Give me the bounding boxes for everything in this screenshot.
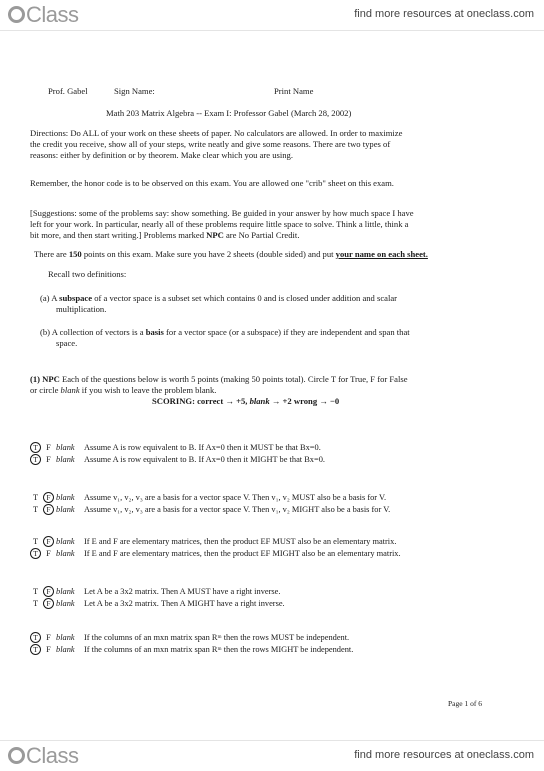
definition-basis: (b) A collection of vectors is a basis for a vector space (or a subspace) if they are independent and span that [40,327,410,337]
tf-statement: If the columns of an mxn matrix span Rᵐ then the rows MUST be independent. [84,633,350,642]
honor-code: Remember, the honor code is to be observed on this exam. You are allowed one "crib" sheet on this exam. [30,178,394,188]
false-choice[interactable]: F [46,633,51,642]
print-name-label: Print Name [274,86,314,96]
exam-document [0,30,544,740]
tf-statement: If E and F are elementary matrices, then the product EF MUST also be an elementary matrix. [84,537,397,546]
definition-subspace-cont: multiplication. [56,304,107,314]
false-choice-circled[interactable]: F [43,492,54,503]
tf-item-9 [30,632,350,643]
false-choice[interactable]: F [46,455,51,464]
directions-line-3: reasons: either by definition or by theorem. Make clear which you are using. [30,150,293,160]
suggestions-line-1: [Suggestions: some of the problems say: show something. Be guided in your answer by how much space I have [30,208,414,218]
blank-choice[interactable]: blank [56,587,75,596]
false-choice-circled[interactable]: F [43,504,54,515]
blank-choice[interactable]: blank [56,455,75,464]
tf-item-8 [30,598,285,609]
recall-heading: Recall two definitions: [48,269,127,279]
logo-ring-icon [8,747,25,764]
blank-choice[interactable]: blank [56,633,75,642]
tf-item-6 [30,548,401,559]
tf-item-5 [30,536,397,547]
tf-item-10 [30,644,354,655]
tf-statement: Assume A is row equivalent to B. If Ax=0 then it MUST be that Bx=0. [84,443,321,452]
definition-subspace: (a) A subspace of a vector space is a subset set which contains 0 and is closed under addition and scalar [40,293,398,303]
tf-statement: If E and F are elementary matrices, then the product EF MIGHT also be an elementary matrix. [84,549,401,558]
true-choice[interactable]: T [32,505,39,514]
problem-1-instructions: (1) NPC Each of the questions below is worth 5 points (making 50 points total). Circle T for True, F for False [30,374,408,384]
oneclass-logo-footer[interactable]: Class [8,743,79,769]
directions-line-2: the credit you receive, show all of your steps, write neatly and give some reasons. There are two types of [30,139,391,149]
problem-1-instructions-cont: or circle blank if you wish to leave the problem blank. [30,385,217,395]
true-choice-circled[interactable]: T [30,644,41,655]
bottom-banner [0,740,544,771]
blank-choice[interactable]: blank [56,599,75,608]
blank-choice[interactable]: blank [56,505,75,514]
sign-name-label: Sign Name: [114,86,155,96]
true-choice-circled[interactable]: T [30,454,41,465]
promo-link-footer[interactable]: find more resources at oneclass.com [354,749,534,761]
blank-choice[interactable]: blank [56,645,75,654]
points-note: There are 150 points on this exam. Make sure you have 2 sheets (double sided) and put your name on each sheet. [34,249,428,259]
false-choice[interactable]: F [46,645,51,654]
blank-choice[interactable]: blank [56,443,75,452]
true-choice[interactable]: T [32,493,39,502]
oneclass-logo[interactable]: Class [8,2,79,28]
tf-statement: Assume v₁, v₂, v₃ are a basis for a vector space V. Then v₁, v₂ MIGHT also be a basis for V. [84,505,391,514]
false-choice-circled[interactable]: F [43,536,54,547]
blank-choice[interactable]: blank [56,537,75,546]
tf-statement: Let A be a 3x2 matrix. Then A MUST have a right inverse. [84,587,281,596]
true-choice[interactable]: T [32,587,39,596]
definition-basis-cont: space. [56,338,78,348]
false-choice[interactable]: F [46,549,51,558]
promo-link[interactable]: find more resources at oneclass.com [354,8,534,20]
blank-choice[interactable]: blank [56,493,75,502]
tf-statement: Assume A is row equivalent to B. If Ax=0 then it MIGHT be that Bx=0. [84,455,325,464]
top-banner [0,0,544,31]
tf-item-3 [30,492,387,503]
false-choice-circled[interactable]: F [43,586,54,597]
true-choice[interactable]: T [32,599,39,608]
tf-item-2 [30,454,325,465]
page-number: Page 1 of 6 [448,699,482,708]
tf-statement: If the columns of an mxn matrix span Rᵐ then the rows MIGHT be independent. [84,645,354,654]
exam-title: Math 203 Matrix Algebra -- Exam I: Professor Gabel (March 28, 2002) [106,108,352,118]
tf-item-4 [30,504,391,515]
tf-statement: Let A be a 3x2 matrix. Then A MIGHT have a right inverse. [84,599,285,608]
scoring-rule: SCORING: correct → +5, blank → +2 wrong → −0 [152,396,340,406]
true-choice-circled[interactable]: T [30,548,41,559]
true-choice[interactable]: T [32,537,39,546]
false-choice-circled[interactable]: F [43,598,54,609]
logo-ring-icon [8,6,25,23]
directions-line-1: Directions: Do ALL of your work on these sheets of paper. No calculators are allowed. In order to maximize [30,128,403,138]
blank-choice[interactable]: blank [56,549,75,558]
professor-name: Prof. Gabel [48,86,88,96]
true-choice-circled[interactable]: T [30,632,41,643]
tf-item-1 [30,442,321,453]
tf-statement: Assume v₁, v₂, v₃ are a basis for a vector space V. Then v₁, v₂ MUST also be a basis for V. [84,493,387,502]
suggestions-line-3: bit more, and then start writing.] Problems marked NPC are No Partial Credit. [30,230,300,240]
suggestions-line-2: left for your work. In particular, nearly all of these problems require little space to solve. Think a little, think a [30,219,409,229]
tf-item-7 [30,586,281,597]
true-choice-circled[interactable]: T [30,442,41,453]
false-choice[interactable]: F [46,443,51,452]
